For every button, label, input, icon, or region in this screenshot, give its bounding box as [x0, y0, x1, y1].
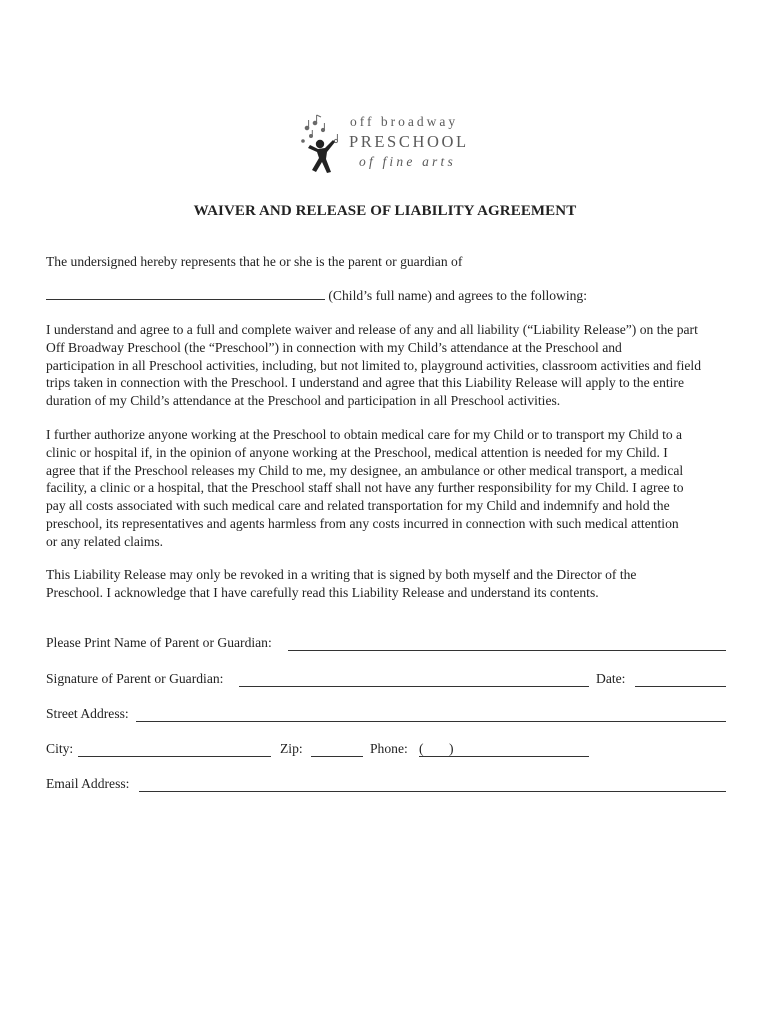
child-name-label: (Child’s full name) and agrees to the following:	[328, 288, 588, 303]
paragraph-line: participation in all Preschool activities, including, but not limited to, playground activities, classroom activities and field	[46, 357, 702, 373]
email-field[interactable]	[139, 791, 726, 792]
document-title: WAIVER AND RELEASE OF LIABILITY AGREEMENT	[193, 203, 577, 219]
email-row	[46, 776, 726, 794]
zip-field[interactable]	[311, 756, 363, 757]
paragraph-line: Off Broadway Preschool (the “Preschool”) in connection with my Child’s attendance at the Preschool and	[46, 339, 622, 355]
paragraph-liability-release	[46, 321, 736, 410]
phone-area-close: )	[449, 741, 454, 756]
zip-label: Zip:	[280, 741, 303, 756]
street-field[interactable]	[136, 721, 726, 722]
paragraph-line: trips taken in connection with the Preschool. I understand and agree that this Liability Release will apply to the entire	[46, 375, 684, 391]
paragraph-line: agree that if the Preschool releases my Child to me, my designee, an ambulance or other medical transport, a medical	[46, 462, 684, 478]
paragraph-medical-authorization	[46, 426, 736, 551]
signature-field[interactable]	[239, 686, 589, 687]
signature-row	[46, 671, 726, 689]
phone-label: Phone:	[370, 741, 408, 756]
paragraph-line: pay all costs associated with such medical care and related transportation for my Child and indemnify and hold the	[46, 498, 670, 514]
phone-field[interactable]	[419, 756, 589, 757]
city-field[interactable]	[78, 756, 271, 757]
paragraph-line: preschool, its representatives and agents harmless from any costs incurred in connection with such medical attention	[46, 515, 679, 531]
paragraph-line: or any related claims.	[46, 533, 164, 549]
street-label: Street Address:	[46, 706, 129, 721]
date-label: Date:	[596, 671, 626, 686]
preschool-logo	[298, 112, 488, 178]
paragraph-revocation	[46, 566, 736, 602]
print-name-label: Please Print Name of Parent or Guardian:	[46, 635, 272, 650]
dancing-child-music-notes-icon	[298, 112, 346, 174]
child-name-blank[interactable]	[46, 287, 325, 300]
paragraph-line: duration of my Child’s attendance at the Preschool and participation in all Preschool activities.	[46, 393, 561, 409]
paragraph-line: I further authorize anyone working at the Preschool to obtain medical care for my Child or to transport my Child to a	[46, 427, 683, 442]
paragraph-line: I understand and agree to a full and complete waiver and release of any and all liability (“Liability Release”) on the part	[46, 322, 698, 337]
child-name-line	[46, 287, 736, 305]
print-name-row	[46, 635, 726, 653]
signature-label: Signature of Parent or Guardian:	[46, 671, 224, 686]
city-label: City:	[46, 741, 74, 756]
street-row	[46, 706, 726, 724]
logo-text-off-broadway: off broadway	[350, 114, 459, 129]
logo-text-fine-arts: of fine arts	[359, 154, 456, 169]
paragraph-line: facility, a clinic or a hospital, that the Preschool staff shall not have any further responsibility for my Child. I agree to	[46, 480, 684, 496]
city-zip-phone-row	[46, 741, 726, 759]
intro-text: The undersigned hereby represents that he or she is the parent or guardian of	[46, 254, 463, 269]
logo-text-preschool: PRESCHOOL	[349, 132, 469, 151]
email-label: Email Address:	[46, 776, 130, 791]
paragraph-line: clinic or hospital if, in the opinion of anyone working at the Preschool, medical attention is needed for my Child. I	[46, 444, 668, 460]
paragraph-line: This Liability Release may only be revoked in a writing that is signed by both myself and the Director of the	[46, 567, 637, 582]
date-field[interactable]	[635, 686, 726, 687]
phone-area-open: (	[419, 741, 424, 756]
print-name-field[interactable]	[288, 650, 726, 651]
paragraph-line: Preschool. I acknowledge that I have carefully read this Liability Release and understand its contents.	[46, 584, 599, 600]
